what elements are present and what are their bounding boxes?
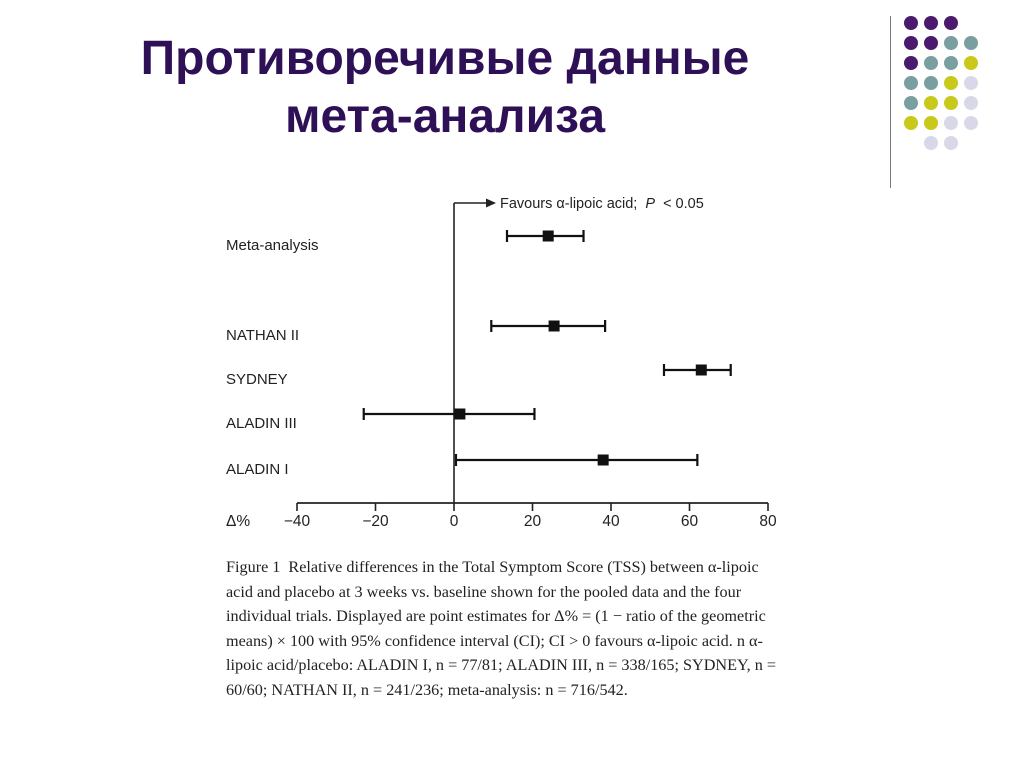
- title-line-2: мета-анализа: [284, 90, 606, 143]
- favours-arrow-head: [486, 199, 496, 208]
- figure-caption-label: Figure 1: [226, 558, 281, 576]
- study-label: Meta-analysis: [226, 237, 319, 254]
- x-tick-label: 0: [449, 513, 459, 530]
- point-estimate: [549, 321, 560, 332]
- figure-caption: [226, 555, 786, 702]
- x-axis-label: Δ%: [226, 513, 251, 530]
- point-estimate: [696, 365, 707, 376]
- study-label: NATHAN II: [226, 327, 300, 344]
- point-estimate: [543, 231, 554, 242]
- x-tick-label: 20: [523, 513, 542, 530]
- favours-p: P: [645, 196, 656, 212]
- point-estimate: [454, 409, 465, 420]
- favours-threshold: < 0.05: [663, 196, 704, 212]
- study-label: ALADIN III: [226, 415, 297, 432]
- favours-text: Favours α-lipoic acid;: [500, 196, 638, 212]
- title-line-1: Противоречивые данные: [140, 32, 750, 85]
- study-label: ALADIN I: [226, 461, 289, 478]
- x-tick-label: 60: [680, 513, 699, 530]
- x-tick-label: −20: [362, 513, 389, 530]
- point-estimate: [598, 455, 609, 466]
- x-tick-label: 40: [602, 513, 620, 530]
- x-tick-label: −40: [283, 513, 311, 530]
- favours-label: [500, 196, 704, 212]
- study-label: SYDNEY: [226, 371, 288, 388]
- figure-caption-text: Relative differences in the Total Symptom Score (TSS) between α-lipoic acid and placebo at 3 weeks vs. baseline shown for the pooled data and the four individual trials. Displayed are point estimates for Δ% = (1 − ratio of the geometric means) × 100 with 95% confidence interval (CI); CI > 0 favours α-lipoic acid. n α-lipoic acid/placebo: ALADIN I, n = 77/81; ALADIN III, n = 338/165; SYDNEY, n = 60/60; NATHAN II, n = 241/236; meta-analysis: n = 716/542.: [226, 558, 776, 699]
- x-tick-label: 80: [759, 513, 777, 530]
